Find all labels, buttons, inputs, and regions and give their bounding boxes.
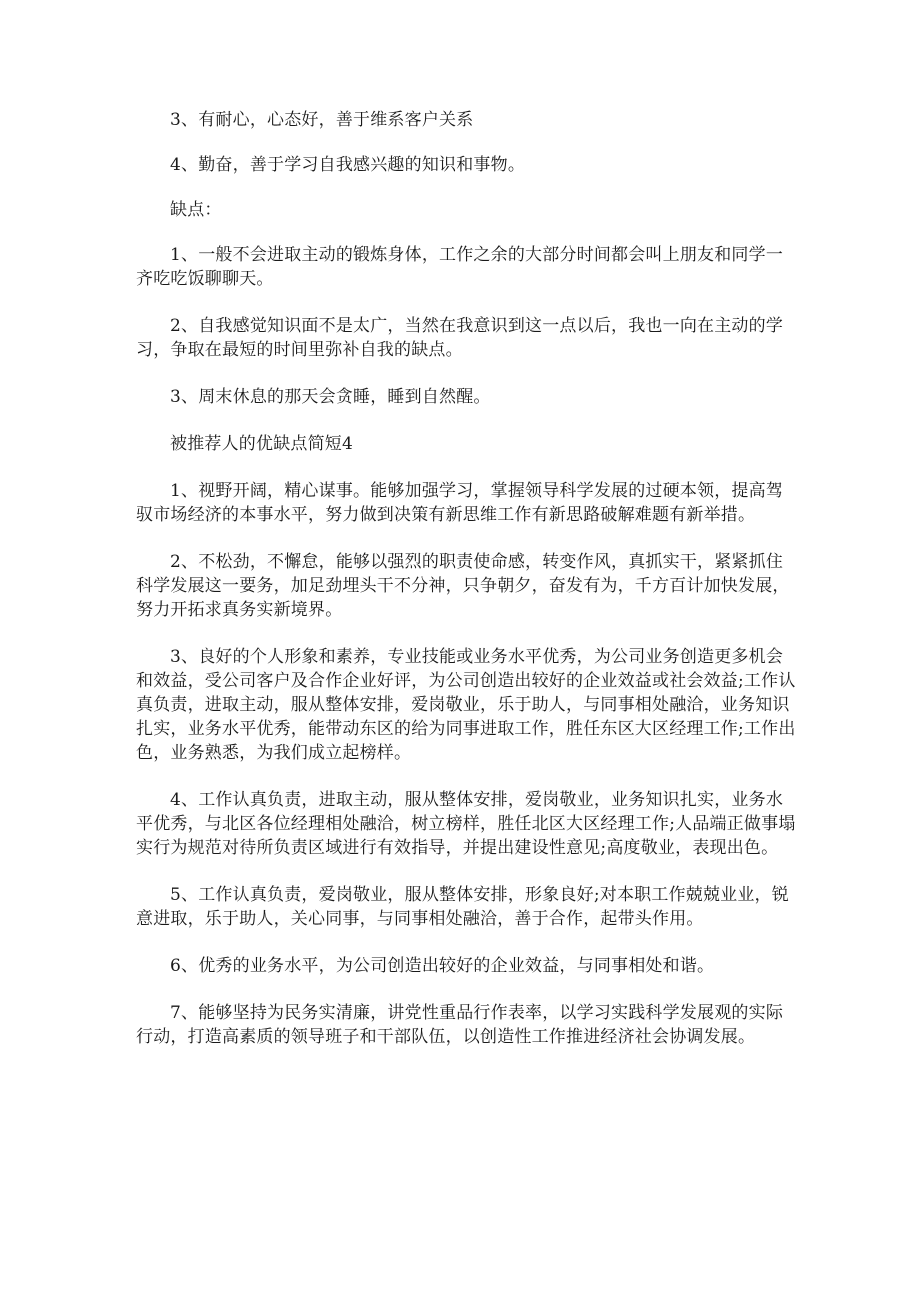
paragraph-weakness-3: 3、周末休息的那天会贪睡，睡到自然醒。 (170, 387, 491, 407)
paragraph-item-4: 4、工作认真负责，进取主动，服从整体安排，爱岗敬业，业务知识扎实，业务水平优秀，与北区各位经理相处融洽，树立榜样，胜任北区大区经理工作;人品端正做事塌实行为规范对待所负责区域进行有效指导，并提出建设性意见;高度敬业，表现出色。 (136, 790, 796, 858)
paragraph-strength-4: 4、勤奋，善于学习自我感兴趣的知识和事物。 (170, 155, 526, 175)
paragraph-strength-3: 3、有耐心，心态好，善于维系客户关系 (170, 110, 474, 130)
paragraph-item-6: 6、优秀的业务水平，为公司创造出较好的企业效益，与同事相处和谐。 (170, 956, 715, 976)
paragraph-item-7: 7、能够坚持为民务实清廉，讲党性重品行作表率，以学习实践科学发展观的实际行动，打造高素质的领导班子和干部队伍，以创造性工作推进经济社会协调发展。 (136, 1003, 784, 1047)
paragraph-weakness-1: 1、一般不会进取主动的锻炼身体，工作之余的大部分时间都会叫上朋友和同学一齐吃吃饭聊聊天。 (136, 245, 784, 289)
paragraph-item-3: 3、良好的个人形象和素养，专业技能或业务水平优秀，为公司业务创造更多机会和效益，受公司客户及合作企业好评，为公司创造出较好的企业效益或社会效益;工作认真负责，进取主动，服从整体安排，爱岗敬业，乐于助人，与同事相处融洽，业务知识扎实，业务水平优秀，能带动东区的给为同事进取工作，胜任东区大区经理工作;工作出色，业务熟悉，为我们成立起榜样。 (136, 647, 796, 763)
paragraph-item-2: 2、不松劲，不懈怠，能够以强烈的职责使命感，转变作风，真抓实干，紧紧抓住科学发展这一要务，加足劲埋头干不分神，只争朝夕，奋发有为，千方百计加快发展，努力开拓求真务实新境界。 (136, 552, 790, 620)
paragraph-item-5: 5、工作认真负责，爱岗敬业，服从整体安排，形象良好;对本职工作兢兢业业，锐意进取，乐于助人，关心同事，与同事相处融洽，善于合作，起带头作用。 (136, 885, 789, 929)
section-heading-weaknesses: 缺点： (170, 200, 222, 220)
paragraph-weakness-2: 2、自我感觉知识面不是太广，当然在我意识到这一点以后，我也一向在主动的学习，争取在最短的时间里弥补自我的缺点。 (136, 316, 784, 360)
paragraph-item-1: 1、视野开阔，精心谋事。能够加强学习，掌握领导科学发展的过硬本领，提高驾驭市场经济的本事水平，努力做到决策有新思维工作有新思路破解难题有新举措。 (136, 481, 784, 525)
document-body (136, 108, 800, 1049)
section-heading-part-4: 被推荐人的优缺点简短4 (170, 434, 354, 454)
